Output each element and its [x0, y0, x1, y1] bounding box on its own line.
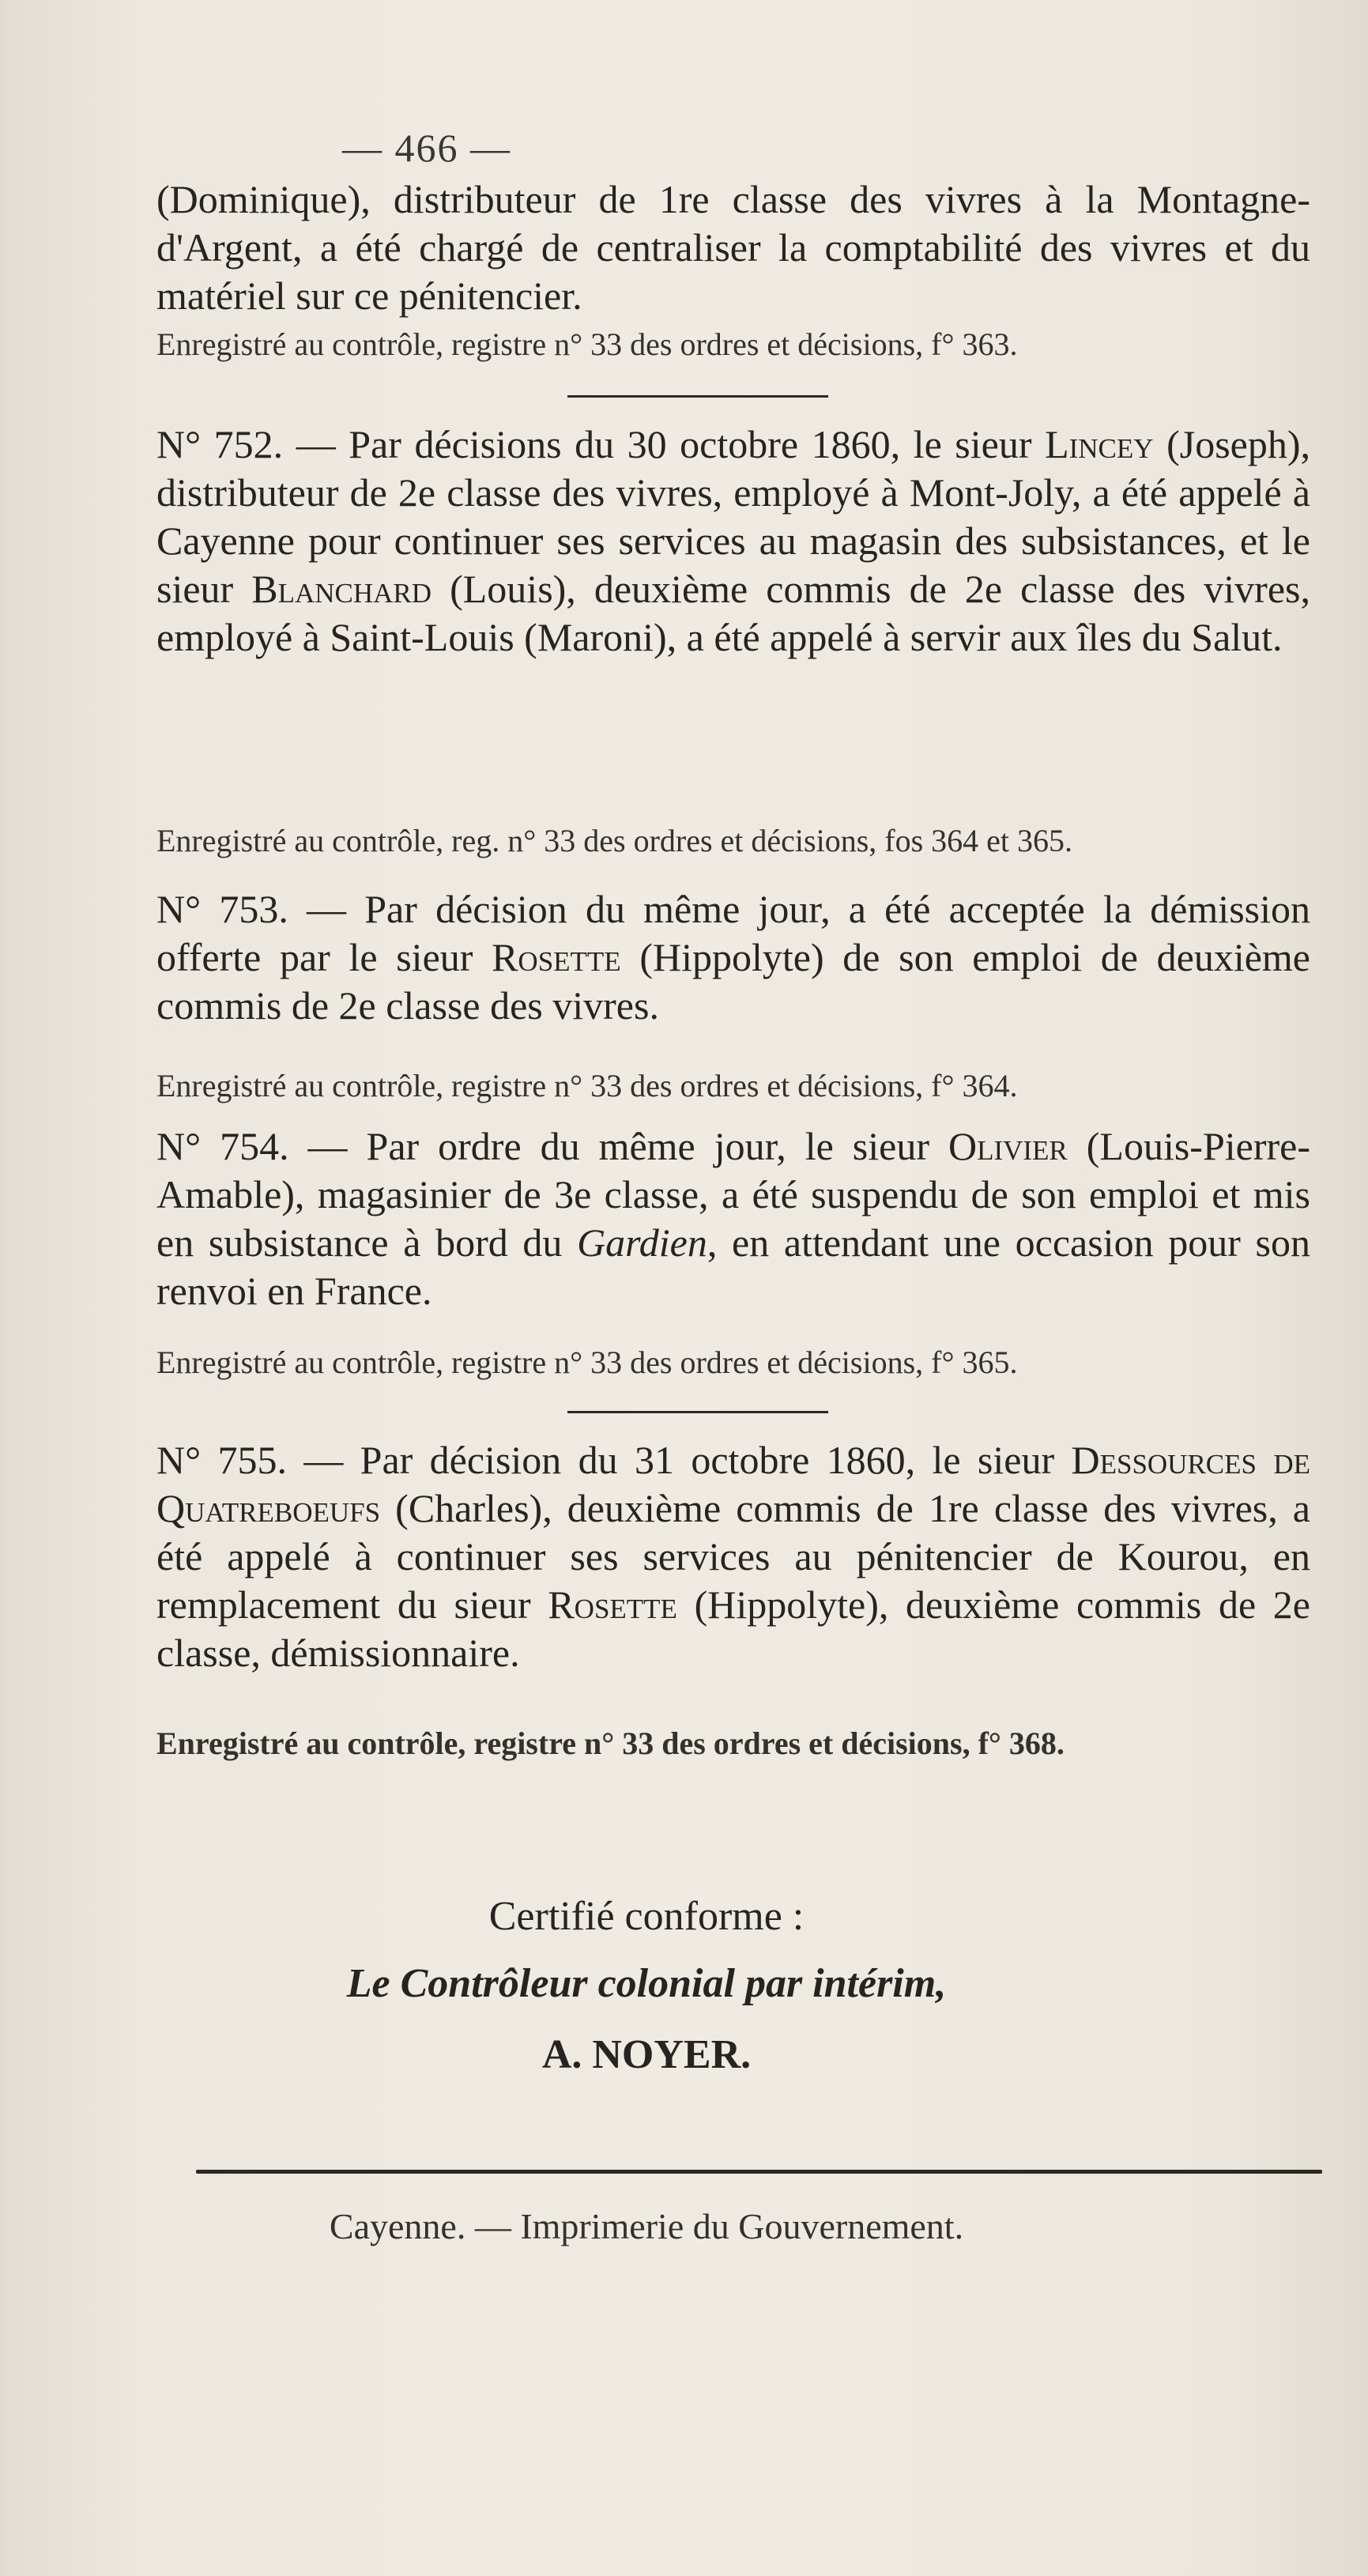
- entry-755-registration: Enregistré au contrôle, registre n° 33 des ordres et décisions, f° 368.: [156, 1726, 1065, 1761]
- section-divider: [567, 395, 828, 398]
- entry-754: N° 754. — Par ordre du même jour, le sieur Olivier (Louis-Pierre-Amable), magasinier de 3e classe, a été suspendu de son emploi et mis en subsistance à bord du Gardien, en attendant une occasion pour son renvoi en France.: [156, 1124, 1311, 1313]
- ship-name: Gardien: [577, 1220, 707, 1265]
- section-divider: [567, 1411, 828, 1413]
- intro-registration: Enregistré au contrôle, registre n° 33 des ordres et décisions, f° 363.: [156, 326, 1018, 362]
- page-number: — 466 —: [342, 126, 511, 170]
- person-name: Rosette: [492, 935, 621, 979]
- person-name: Olivier: [948, 1124, 1068, 1168]
- entry-755: N° 755. — Par décision du 31 octobre 1860, le sieur Dessources de Quatreboeufs (Charles), deuxième commis de 1re classe des vivres, a été appelé à continuer ses services au pénitencier de Kourou, en remplacement du sieur Rosette (Hippolyte), deuxième commis de 2e classe, démissionnaire.: [156, 1438, 1310, 1675]
- printer-imprint: Cayenne. — Imprimerie du Gouvernement.: [329, 2206, 964, 2246]
- entry-752: N° 752. — Par décisions du 30 octobre 1860, le sieur Lincey (Joseph), distributeur de 2e classe des vivres, employé à Mont-Joly, a été appelé à Cayenne pour continuer ses services au magasin des subsistances, et le sieur Blanchard (Louis), deuxième commis de 2e classe des vivres, employé à Saint-Louis (Maroni), a été appelé à servir aux îles du Salut.: [156, 422, 1311, 659]
- entry-754-registration: Enregistré au contrôle, registre n° 33 des ordres et décisions, f° 365.: [156, 1345, 1018, 1380]
- entry-753-registration: Enregistré au contrôle, registre n° 33 des ordres et décisions, f° 364.: [156, 1068, 1018, 1103]
- person-name: Rosette: [548, 1582, 677, 1627]
- person-name: Blanchard: [251, 567, 432, 611]
- certification-heading: Certifié conforme :: [488, 1894, 805, 1939]
- person-name: Dessources de Quatreboeufs: [156, 1438, 1310, 1530]
- entry-number: N° 755.: [156, 1438, 287, 1482]
- person-name: Lincey: [1045, 422, 1154, 466]
- certification-title: Le Contrôleur colonial par intérim,: [346, 1961, 947, 2006]
- entry-752-registration: Enregistré au contrôle, reg. n° 33 des ordres et décisions, fos 364 et 365.: [156, 823, 1073, 858]
- entry-number: N° 752.: [156, 422, 284, 466]
- certification-signatory: A. NOYER.: [541, 2032, 752, 2077]
- entry-number: N° 753.: [156, 887, 288, 931]
- entry-number: N° 754.: [156, 1124, 289, 1168]
- entry-753: N° 753. — Par décision du même jour, a été acceptée la démission offerte par le sieur Rosette (Hippolyte) de son emploi de deuxième commis de 2e classe des vivres.: [156, 887, 1311, 1028]
- intro-paragraph: (Dominique), distributeur de 1re classe des vivres à la Montagne-d'Argent, a été chargé de centraliser la comptabilité des vivres et du matériel sur ce pénitencier.: [156, 177, 1310, 318]
- footer-rule: [196, 2170, 1322, 2174]
